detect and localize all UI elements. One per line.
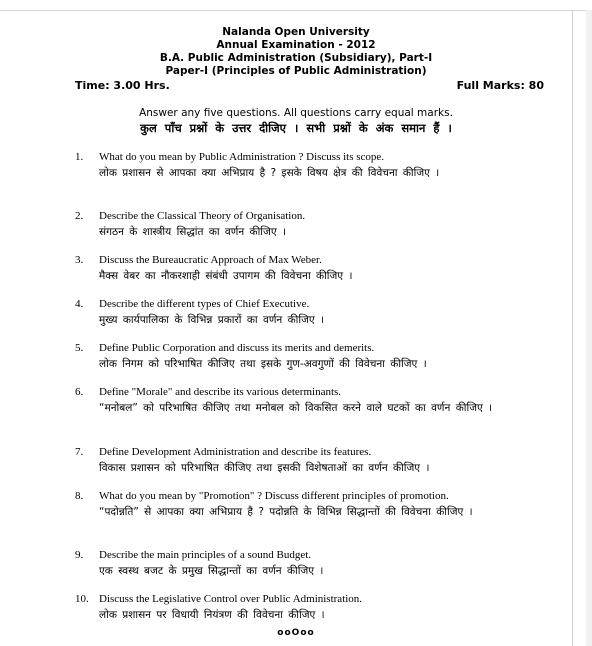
exam-header bbox=[0, 26, 592, 78]
full-marks: Full Marks: 80 bbox=[456, 79, 544, 92]
question-number: 9. bbox=[75, 549, 84, 561]
question-hindi: एक स्वस्थ बजट के प्रमुख सिद्धान्तों का वर्णन कीजिए । bbox=[99, 565, 324, 577]
question-english: Define "Morale" and describe its various determinants. bbox=[99, 386, 342, 398]
question-hindi: मैक्स वेबर का नौकरशाही संबंधी उपागम की विवेचना कीजिए । bbox=[99, 270, 353, 282]
question-hindi: विकास प्रशासन को परिभाषित कीजिए तथा इसकी विशेषताओं का वर्णन कीजिए । bbox=[99, 462, 430, 474]
question-hindi: संगठन के शास्त्रीय सिद्धांत का वर्णन कीजिए । bbox=[99, 226, 286, 238]
course-title: B.A. Public Administration (Subsidiary), Part-I bbox=[159, 52, 433, 64]
question-hindi: मुख्य कार्यपालिका के विभिन्न प्रकारों का वर्णन कीजिए । bbox=[99, 314, 324, 326]
question-english: Describe the Classical Theory of Organisation. bbox=[99, 210, 306, 222]
question-number: 5. bbox=[75, 342, 84, 354]
question-hindi: लोक प्रशासन पर विधायी नियंत्रण की विवेचना कीजिए । bbox=[99, 609, 325, 621]
question-number: 10. bbox=[75, 593, 89, 605]
exam-title: Annual Examination - 2012 bbox=[216, 39, 376, 51]
question-number: 3. bbox=[75, 254, 84, 266]
question-english: Discuss the Legislative Control over Public Administration. bbox=[99, 593, 363, 605]
question-english: What do you mean by "Promotion" ? Discuss different principles of promotion. bbox=[99, 490, 449, 502]
question-english: Define Public Corporation and discuss its merits and demerits. bbox=[99, 342, 375, 354]
scrollbar-track[interactable] bbox=[586, 10, 592, 646]
question-english: Describe the main principles of a sound Budget. bbox=[99, 549, 312, 561]
exam-time: Time: 3.00 Hrs. bbox=[75, 79, 170, 92]
university-name: Nalanda Open University bbox=[222, 26, 370, 38]
question-hindi: “मनोबल” को परिभाषित कीजिए तथा मनोबल को विकसित करने वाले घटकों का वर्णन कीजिए । bbox=[99, 402, 493, 414]
question-english: What do you mean by Public Administration ? Discuss its scope. bbox=[99, 151, 385, 163]
end-of-paper-mark: ooOoo bbox=[277, 628, 315, 638]
question-hindi: लोक प्रशासन से आपका क्या अभिप्राय है ? इसके विषय क्षेत्र की विवेचना कीजिए । bbox=[99, 167, 440, 179]
instructions-hindi: कुल पाँच प्रश्नों के उत्तर दीजिए । सभी प्रश्नों के अंक समान हैं । bbox=[140, 121, 452, 135]
paper-title: Paper-I (Principles of Public Administration) bbox=[165, 65, 427, 77]
page-top-edge bbox=[0, 0, 592, 11]
page-right-edge bbox=[572, 10, 573, 646]
question-number: 6. bbox=[75, 386, 84, 398]
question-number: 2. bbox=[75, 210, 84, 222]
question-number: 7. bbox=[75, 446, 84, 458]
question-number: 1. bbox=[75, 151, 84, 163]
question-english: Describe the different types of Chief Executive. bbox=[99, 298, 310, 310]
instructions-english: Answer any five questions. All questions carry equal marks. bbox=[139, 107, 453, 119]
question-english: Discuss the Bureaucratic Approach of Max Weber. bbox=[99, 254, 322, 266]
question-number: 4. bbox=[75, 298, 84, 310]
question-english: Define Development Administration and describe its features. bbox=[99, 446, 372, 458]
question-hindi: “पदोन्नति” से आपका क्या अभिप्राय है ? पदोन्नति के विभिन्न सिद्धान्तों की विवेचना कीजिए । bbox=[99, 506, 473, 518]
question-hindi: लोक निगम को परिभाषित कीजिए तथा इसके गुण-अवगुणों की विवेचना कीजिए । bbox=[99, 358, 427, 370]
question-number: 8. bbox=[75, 490, 84, 502]
